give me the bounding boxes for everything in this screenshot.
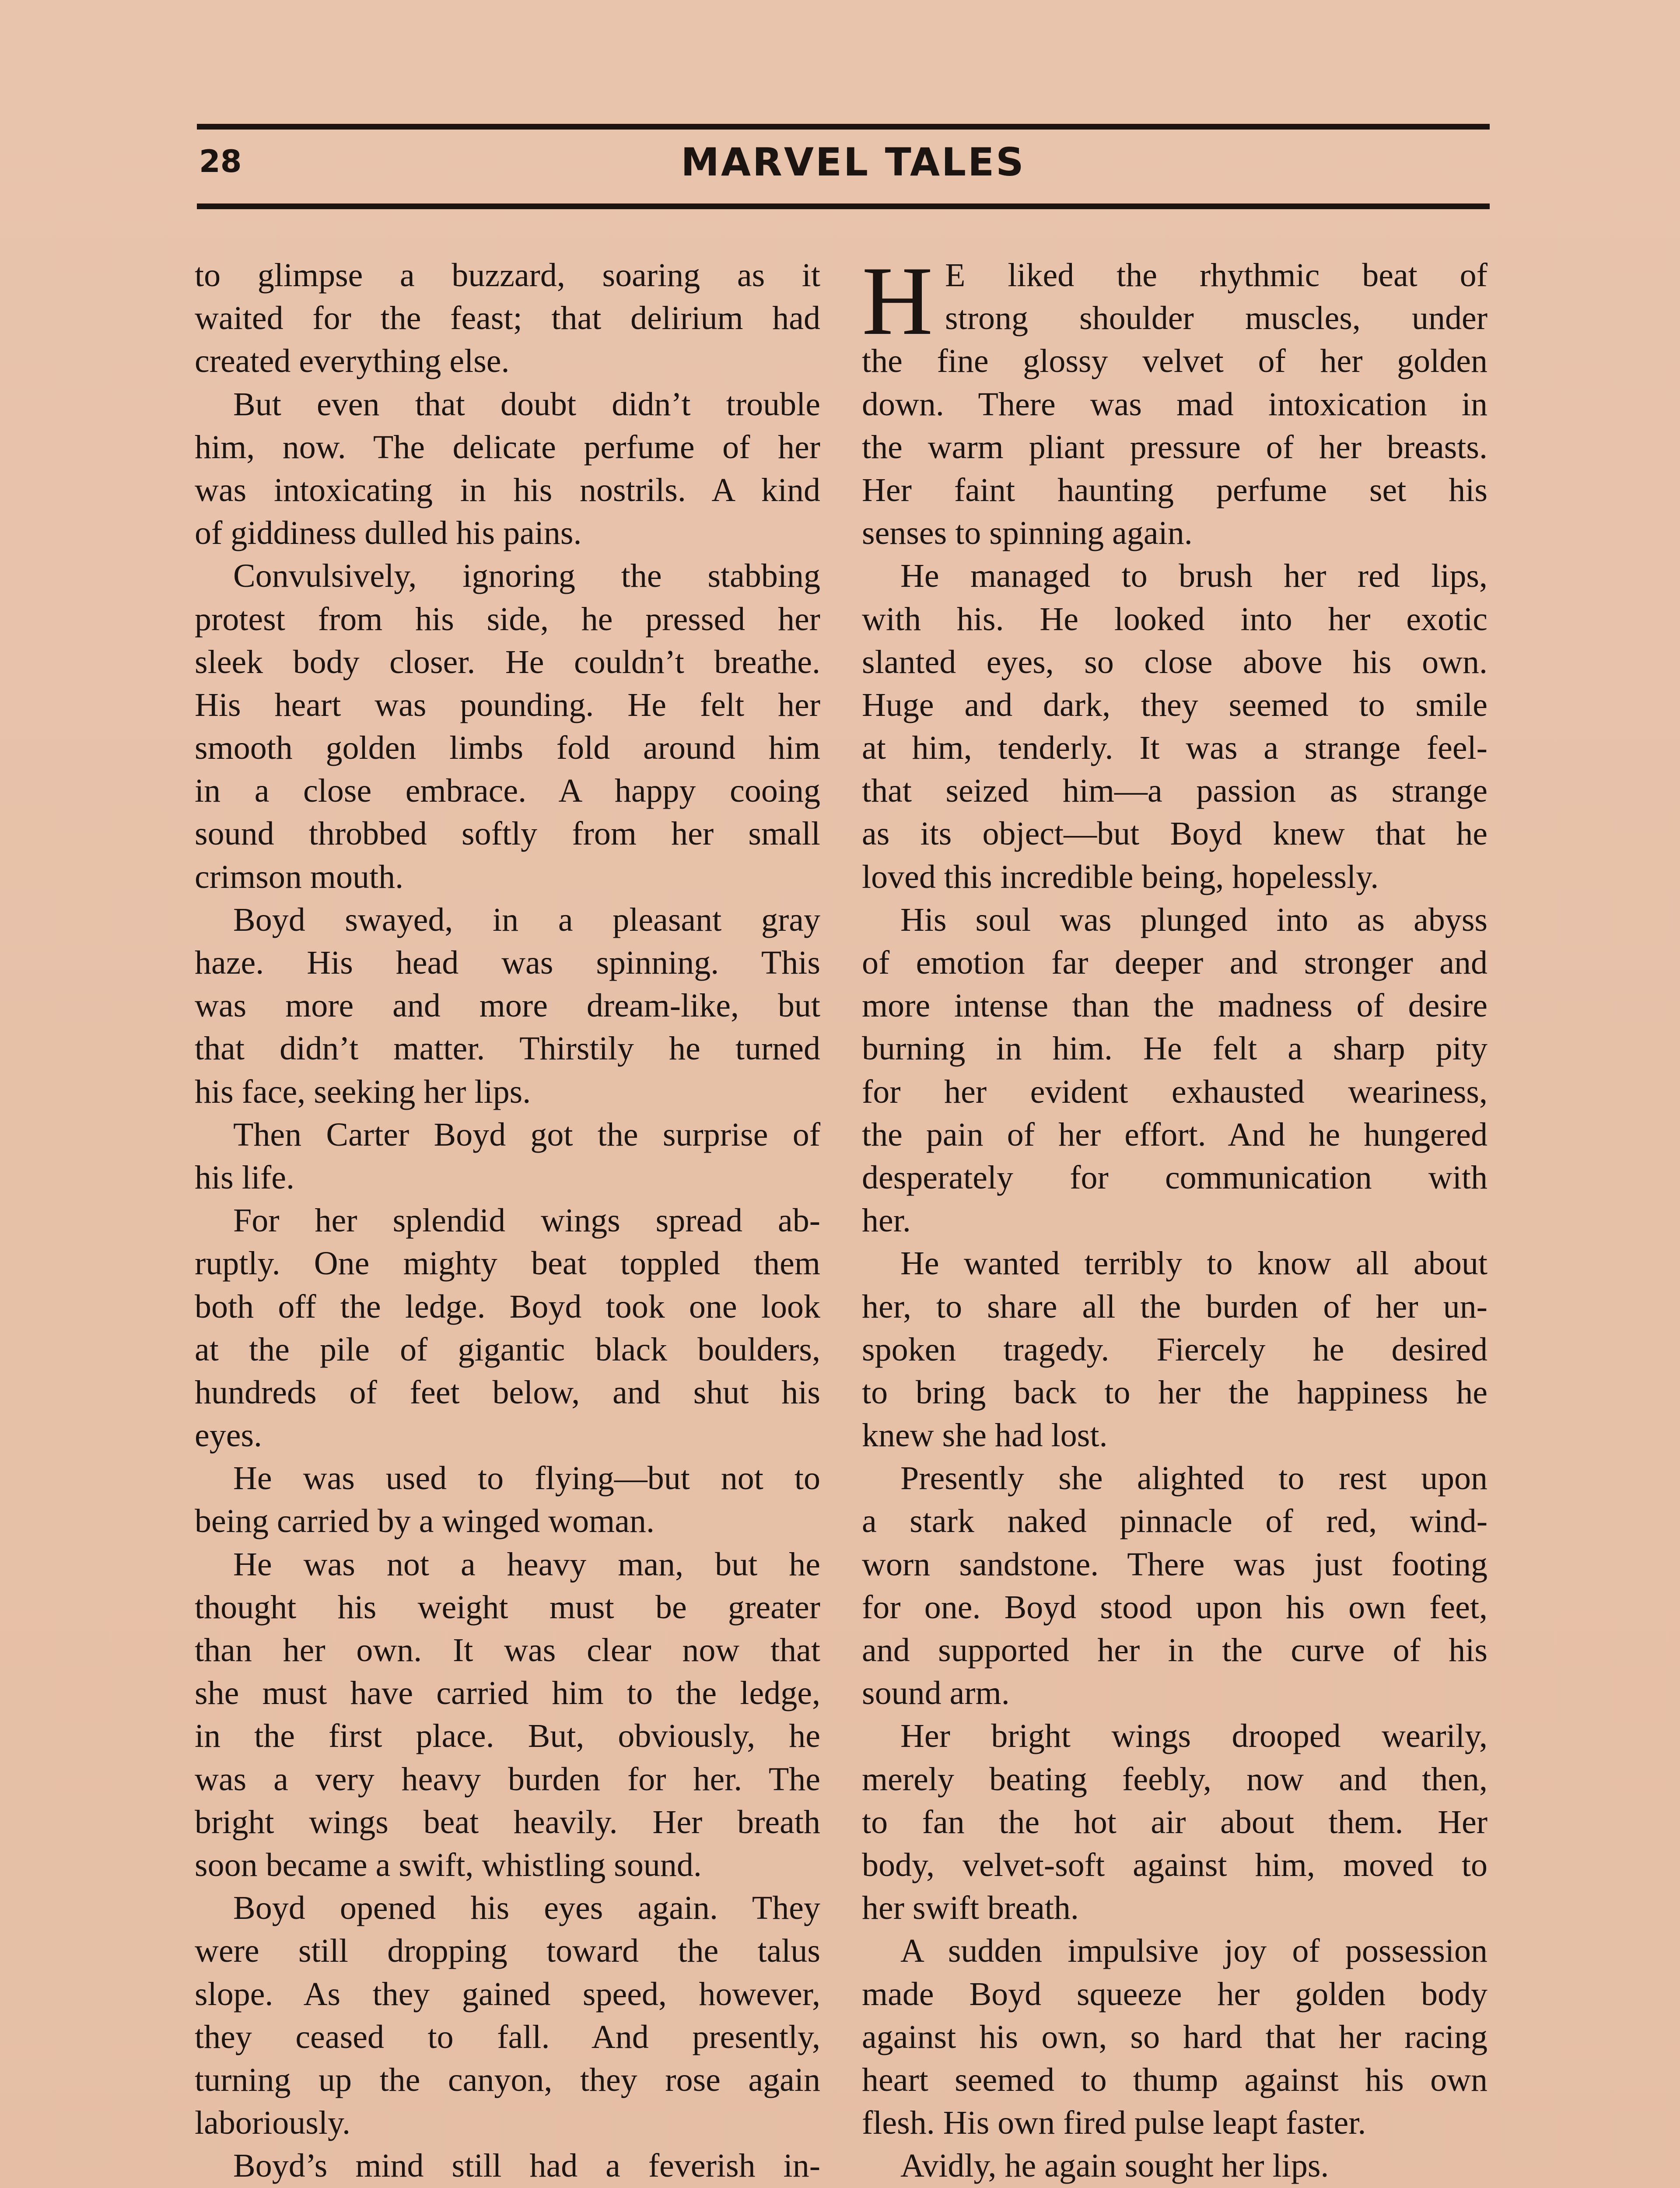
text-line: to fan the hot air about them. Her <box>862 1803 1488 1841</box>
text-line: Her faint haunting perfume set his <box>862 471 1488 508</box>
text-line: Avidly, he again sought her lips. <box>900 2147 1329 2184</box>
text-line: his life. <box>195 1159 294 1196</box>
text-line: both off the ledge. Boyd took one look <box>195 1288 820 1325</box>
text-line: ruptly. One mighty beat toppled them <box>195 1245 820 1282</box>
text-line: crimson mouth. <box>195 858 404 895</box>
text-line: body, velvet-soft against him, moved to <box>862 1846 1488 1883</box>
text-line: at him, tenderly. It was a strange feel- <box>862 729 1488 767</box>
text-line: smooth golden limbs fold around him <box>195 729 820 767</box>
text-line: worn sandstone. There was just footing <box>862 1546 1488 1583</box>
header-rule-bottom <box>197 203 1490 209</box>
text-line: knew she had lost. <box>862 1417 1108 1454</box>
text-line: protest from his side, he pressed her <box>195 600 820 638</box>
text-line: were still dropping toward the talus <box>195 1932 820 1970</box>
text-line: E liked the rhythmic beat of <box>945 257 1488 294</box>
text-line: waited for the feast; that delirium had <box>195 300 820 337</box>
text-line: his face, seeking her lips. <box>195 1073 531 1110</box>
text-line: merely beating feebly, now and then, <box>862 1760 1488 1798</box>
text-line: made Boyd squeeze her golden body <box>862 1975 1488 2013</box>
text-line: He managed to brush her red lips, <box>900 558 1488 595</box>
text-line: the warm pliant pressure of her breasts. <box>862 428 1488 466</box>
text-line: the fine glossy velvet of her golden <box>862 343 1488 380</box>
text-line: loved this incredible being, hopelessly. <box>862 858 1379 895</box>
text-line: her. <box>862 1202 911 1239</box>
text-line: of giddiness dulled his pains. <box>195 515 582 552</box>
text-line: hundreds of feet below, and shut his <box>195 1374 820 1411</box>
text-line: than her own. It was clear now that <box>195 1632 820 1669</box>
header-rule-top <box>197 124 1490 130</box>
text-line: Then Carter Boyd got the surprise of <box>233 1116 820 1153</box>
text-line: she must have carried him to the ledge, <box>195 1675 820 1712</box>
page-number: 28 <box>199 144 242 179</box>
text-line: with his. He looked into her exotic <box>862 600 1488 638</box>
text-line: sound arm. <box>862 1675 1010 1712</box>
text-line: him, now. The delicate perfume of her <box>195 428 820 466</box>
text-line: was a very heavy burden for her. The <box>195 1760 820 1798</box>
running-head-title: MARVEL TALES <box>681 140 1026 185</box>
text-line: But even that doubt didn’t trouble <box>233 386 820 423</box>
text-line: Presently she alighted to rest upon <box>900 1460 1488 1497</box>
text-line: to glimpse a buzzard, soaring as it <box>195 257 820 294</box>
text-line: soon became a swift, whistling sound. <box>195 1846 702 1883</box>
text-line: flesh. His own fired pulse leapt faster. <box>862 2104 1366 2142</box>
text-line: that seized him—a passion as strange <box>862 772 1488 810</box>
text-line: His soul was plunged into as abyss <box>900 901 1488 938</box>
text-line: at the pile of gigantic black boulders, <box>195 1331 820 1368</box>
text-line: and supported her in the curve of his <box>862 1632 1488 1669</box>
text-line: laboriously. <box>195 2104 351 2142</box>
text-line: Boyd’s mind still had a feverish in- <box>233 2147 820 2184</box>
text-line: was intoxicating in his nostrils. A kind <box>195 471 820 508</box>
text-line: more intense than the madness of desire <box>862 987 1488 1024</box>
text-line: as its object—but Boyd knew that he <box>862 815 1488 852</box>
text-line: burning in him. He felt a sharp pity <box>862 1030 1488 1067</box>
text-line: He wanted terribly to know all about <box>900 1245 1488 1282</box>
text-line: spoken tragedy. Fiercely he desired <box>862 1331 1488 1368</box>
text-line: her, to share all the burden of her un- <box>862 1288 1488 1325</box>
text-line: strong shoulder muscles, under <box>945 300 1488 337</box>
text-line: slanted eyes, so close above his own. <box>862 643 1488 680</box>
text-line: haze. His head was spinning. This <box>195 944 820 981</box>
text-line: Boyd opened his eyes again. They <box>233 1890 820 1927</box>
right-text-column <box>862 246 1488 2188</box>
text-line: senses to spinning again. <box>862 515 1193 552</box>
text-line: A sudden impulsive joy of possession <box>900 1932 1488 1970</box>
text-line: desperately for communication with <box>862 1159 1488 1196</box>
text-line: bright wings beat heavily. Her breath <box>195 1803 820 1841</box>
text-line: for her evident exhausted weariness, <box>862 1073 1488 1110</box>
text-line: her swift breath. <box>862 1890 1079 1927</box>
text-line: heart seemed to thump against his own <box>862 2061 1488 2098</box>
text-line: in a close embrace. A happy cooing <box>195 772 820 810</box>
text-line: eyes. <box>195 1417 262 1454</box>
text-line: created everything else. <box>195 343 510 380</box>
text-line: Huge and dark, they seemed to smile <box>862 686 1488 723</box>
text-line: Boyd swayed, in a pleasant gray <box>233 901 820 938</box>
text-line: of emotion far deeper and stronger and <box>862 944 1488 981</box>
text-line: that didn’t matter. Thirstily he turned <box>195 1030 820 1067</box>
text-line: turning up the canyon, they rose again <box>195 2061 820 2098</box>
text-line: against his own, so hard that her racing <box>862 2018 1488 2055</box>
text-line: sleek body closer. He couldn’t breathe. <box>195 643 820 680</box>
text-line: the pain of her effort. And he hungered <box>862 1116 1488 1153</box>
text-line: they ceased to fall. And presently, <box>195 2018 820 2055</box>
text-line: sound throbbed softly from her small <box>195 815 820 852</box>
text-line: Convulsively, ignoring the stabbing <box>233 558 820 595</box>
text-line: to bring back to her the happiness he <box>862 1374 1488 1411</box>
text-line: down. There was mad intoxication in <box>862 386 1488 423</box>
text-line: in the first place. But, obviously, he <box>195 1718 820 1755</box>
text-line: was more and more dream-like, but <box>195 987 820 1024</box>
text-line: for one. Boyd stood upon his own feet, <box>862 1588 1488 1626</box>
text-line: a stark naked pinnacle of red, wind- <box>862 1503 1488 1540</box>
text-line: For her splendid wings spread ab- <box>233 1202 820 1239</box>
text-line: Her bright wings drooped wearily, <box>900 1718 1488 1755</box>
text-line: He was used to flying—but not to <box>233 1460 820 1497</box>
text-line: thought his weight must be greater <box>195 1588 820 1626</box>
drop-cap: H <box>862 246 933 355</box>
left-text-column <box>195 254 820 2188</box>
text-line: slope. As they gained speed, however, <box>195 1975 820 2013</box>
text-line: He was not a heavy man, but he <box>233 1546 820 1583</box>
text-line: being carried by a winged woman. <box>195 1503 654 1540</box>
text-line: His heart was pounding. He felt her <box>195 686 820 723</box>
